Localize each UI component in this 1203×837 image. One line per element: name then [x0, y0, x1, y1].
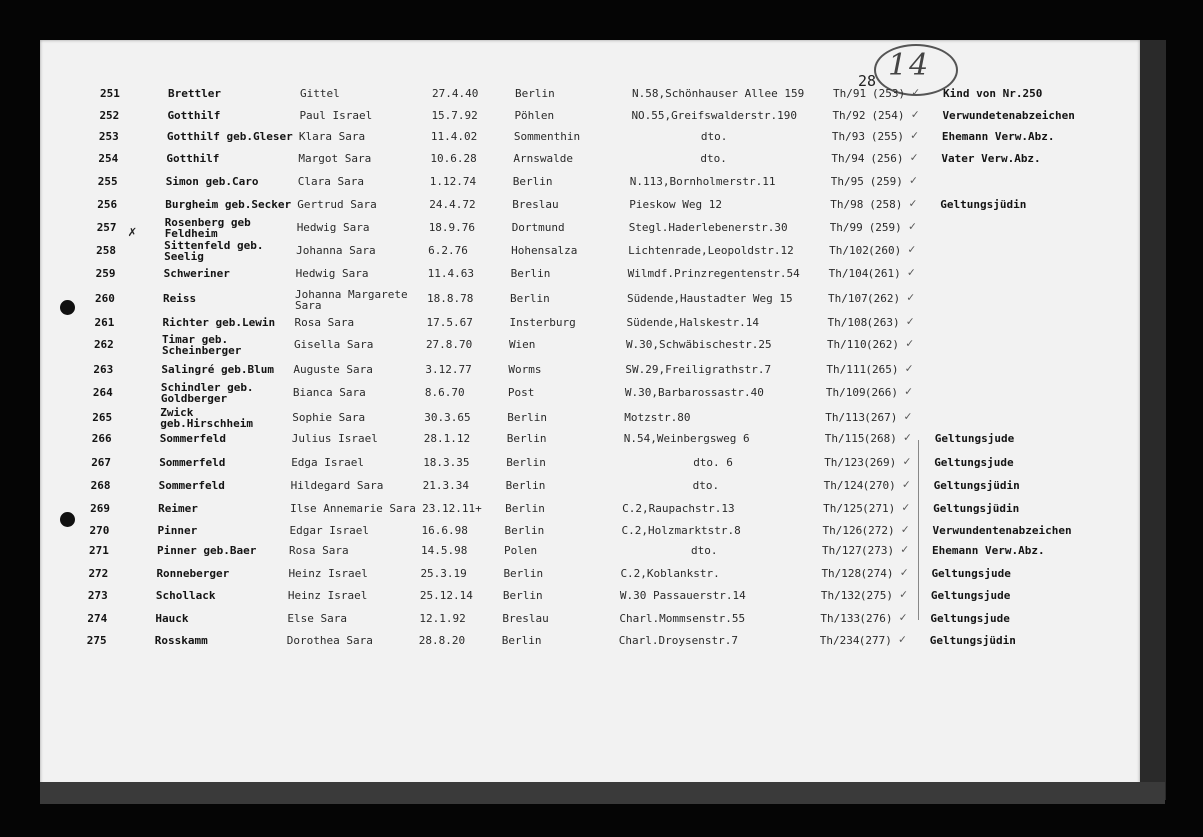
check-mark-icon: ✓: [910, 150, 918, 164]
cell-nr: 255: [97, 175, 118, 188]
cell-num: (266): [864, 386, 898, 399]
cell-surname: Sommerfeld: [158, 479, 225, 492]
cell-surname: Zwick geb.Hirschheim: [160, 406, 254, 430]
cell-given: Hedwig Sara: [296, 221, 370, 234]
cell-nr: 261: [94, 316, 115, 329]
cell-birth: 18.8.78: [427, 292, 474, 305]
cell-surname: Timar geb. Scheinberger: [161, 333, 242, 357]
cell-num: (258): [869, 198, 903, 211]
cell-place: Dortmund: [511, 221, 565, 234]
cell-note: Verwundetenabzeichen: [942, 109, 1075, 122]
cell-place: Arnswalde: [513, 152, 573, 165]
cell-place: Berlin: [502, 589, 543, 602]
cell-given: Gertrud Sara: [297, 198, 377, 211]
cell-birth: 6.2.76: [428, 244, 468, 257]
cell-given: Rosa Sara: [294, 316, 355, 329]
cell-birth: 10.6.28: [430, 152, 477, 165]
cell-surname: Salingré geb.Blum: [161, 363, 274, 376]
cell-nr: 257: [96, 221, 117, 234]
cell-place: Worms: [508, 363, 542, 376]
cell-given: Klara Sara: [298, 130, 366, 143]
cell-note: Vater Verw.Abz.: [941, 152, 1041, 165]
check-mark-icon: ✓: [905, 336, 914, 350]
cell-note: Geltungsjüdin: [940, 198, 1027, 211]
cell-birth: 24.4.72: [429, 198, 476, 211]
cell-nr: 263: [93, 363, 114, 376]
cell-nr: 252: [99, 109, 120, 122]
cell-given: Heinz Israel: [287, 589, 368, 602]
cell-given: Heinz Israel: [288, 567, 368, 580]
cell-place: Post: [507, 386, 535, 399]
cell-th: Th/99: [829, 221, 863, 234]
cell-birth: 17.5.67: [426, 316, 473, 329]
cell-given: Edga Israel: [291, 456, 365, 469]
cell-nr: 260: [95, 292, 115, 305]
cell-place: Pöhlen: [514, 109, 555, 122]
film-edge-right: [1140, 40, 1166, 800]
cell-place: Berlin: [515, 87, 555, 100]
cell-address: W.30 Passauerstr.14: [619, 589, 746, 602]
cell-th: Th/128: [821, 567, 862, 580]
cell-th: Th/108: [827, 316, 868, 329]
cell-nr: 269: [90, 502, 110, 515]
cell-nr: 267: [91, 456, 112, 469]
cell-given: Else Sara: [287, 612, 347, 625]
cell-num: (255): [870, 130, 905, 143]
folio-stamp-number: 14: [888, 48, 931, 83]
cell-num: (262): [867, 292, 901, 305]
cell-nr: 275: [86, 634, 107, 647]
cell-place: Hohensalza: [511, 244, 578, 257]
cell-given: Margot Sara: [298, 152, 372, 165]
cell-place: Berlin: [505, 502, 545, 515]
check-mark-icon: ✓: [907, 265, 915, 279]
cell-th: Th/107: [828, 292, 868, 305]
cell-th: Th/115: [824, 432, 865, 445]
cell-given: Hildegard Sara: [290, 479, 384, 492]
cell-surname: Gotthilf geb.Gleser: [166, 130, 293, 143]
cell-surname: Brettler: [168, 87, 221, 100]
cell-num: (260): [868, 244, 902, 257]
cell-given: Hedwig Sara: [295, 267, 369, 280]
cell-given: Rosa Sara: [289, 544, 349, 557]
cell-th: Th/104: [828, 267, 869, 280]
cell-nr: 251: [100, 87, 120, 100]
margin-cross-mark: ✗: [128, 224, 137, 240]
cell-note: Geltungsjude: [930, 589, 1011, 602]
cell-th: Th/93: [831, 130, 866, 143]
cell-surname: Rosskamm: [154, 634, 208, 647]
cell-address: SW.29,Freiligrathstr.7: [625, 363, 772, 376]
cell-nr: 262: [93, 338, 114, 351]
cell-num: (269): [863, 456, 897, 469]
cell-address: Charl.Droysenstr.7: [618, 634, 739, 647]
check-mark-icon: ✓: [902, 500, 910, 514]
cell-nr: 268: [90, 479, 111, 492]
cell-th: Th/102: [829, 244, 869, 257]
cell-surname: Sommerfeld: [159, 432, 226, 445]
cell-birth: 3.12.77: [425, 363, 472, 376]
cell-note: Geltungsjude: [934, 432, 1015, 445]
cell-birth: 1.12.74: [429, 175, 477, 188]
cell-given: Gisella Sara: [293, 338, 374, 351]
cell-birth: 28.8.20: [418, 634, 466, 647]
cell-num: (275): [859, 589, 894, 602]
cell-given: Edgar Israel: [289, 524, 370, 537]
cell-given: Auguste Sara: [293, 363, 373, 376]
cell-surname: Schollack: [155, 589, 216, 602]
cell-num: (254): [871, 109, 905, 122]
cell-surname: Rosenberg geb Feldheim: [164, 216, 251, 240]
cell-address: Lichtenrade,Leopoldstr.12: [628, 244, 794, 257]
cell-place: Berlin: [504, 524, 545, 537]
cell-given: Julius Israel: [291, 432, 378, 445]
cell-surname: Pinner geb.Baer: [157, 544, 257, 557]
cell-nr: 264: [92, 386, 113, 399]
cell-num: (267): [864, 411, 898, 424]
cell-birth: 30.3.65: [424, 411, 471, 424]
cell-address: Charl.Mommsenstr.55: [619, 612, 746, 625]
cell-nr: 258: [96, 244, 117, 257]
cell-nr: 274: [87, 612, 108, 625]
cell-place: Berlin: [501, 634, 542, 647]
cell-birth: 18.9.76: [428, 221, 476, 234]
cell-nr: 254: [98, 152, 119, 165]
cell-num: (253): [872, 87, 906, 100]
check-mark-icon: ✓: [899, 610, 907, 624]
cell-note: Ehemann Verw.Abz.: [941, 130, 1055, 143]
cell-nr: 259: [95, 267, 116, 280]
cell-given: Johanna Margarete Sara: [295, 288, 408, 312]
cell-place: Breslau: [512, 198, 559, 211]
cell-address: dto.: [691, 544, 718, 557]
cell-note: Kind von Nr.250: [943, 87, 1043, 100]
cell-birth: 16.6.98: [421, 524, 468, 537]
cell-place: Wien: [508, 338, 536, 351]
check-mark-icon: ✓: [901, 542, 909, 556]
cell-th: Th/133: [820, 612, 861, 625]
cell-surname: Pinner: [157, 524, 198, 537]
cell-note: Geltungsjude: [934, 456, 1014, 469]
cell-note: Geltungsjüdin: [933, 502, 1020, 515]
page-number: 28: [858, 72, 877, 90]
check-mark-icon: ✓: [904, 409, 912, 423]
margin-pencil-line: [918, 440, 919, 620]
cell-num: (272): [861, 524, 895, 537]
cell-address: Motzstr.80: [624, 411, 691, 424]
cell-address: N.113,Bornholmerstr.11: [629, 175, 776, 188]
cell-place: Sommenthin: [513, 130, 581, 143]
cell-num: (259): [869, 175, 903, 188]
cell-note: Ehemann Verw.Abz.: [932, 544, 1045, 557]
cell-given: Ilse Annemarie Sara: [290, 502, 416, 515]
cell-num: (263): [866, 316, 900, 329]
cell-th: Th/127: [822, 544, 862, 557]
cell-address: C.2,Koblankstr.: [620, 567, 720, 580]
cell-place: Berlin: [506, 432, 547, 445]
check-mark-icon: ✓: [903, 454, 911, 468]
cell-address: W.30,Schwäbischestr.25: [625, 338, 772, 351]
check-mark-icon: ✓: [912, 85, 920, 99]
cell-surname: Richter geb.Lewin: [162, 316, 276, 329]
cell-nr: 266: [91, 432, 112, 445]
cell-nr: 271: [89, 544, 109, 557]
cell-surname: Schindler geb. Goldberger: [160, 381, 254, 405]
cell-place: Berlin: [510, 267, 551, 280]
cell-place: Berlin: [506, 456, 546, 469]
cell-surname: Reimer: [158, 502, 198, 515]
check-mark-icon: ✓: [909, 196, 917, 210]
cell-address: Pieskow Weg 12: [629, 198, 722, 211]
film-edge-bottom: [40, 782, 1165, 804]
cell-th: Th/109: [825, 386, 866, 399]
cell-th: Th/111: [826, 363, 867, 376]
cell-surname: Hauck: [155, 612, 189, 625]
cell-num: (265): [865, 363, 899, 376]
cell-nr: 265: [92, 411, 113, 424]
cell-address: W.30,Barbarossastr.40: [624, 386, 764, 399]
cell-num: (277): [858, 634, 892, 647]
cell-note: Verwundentenabzeichen: [932, 524, 1072, 537]
cell-th: Th/95: [830, 175, 864, 188]
check-mark-icon: ✓: [909, 173, 918, 187]
cell-num: (276): [859, 612, 893, 625]
cell-surname: Burgheim geb.Secker: [165, 198, 292, 211]
cell-th: Th/125: [823, 502, 863, 515]
cell-num: (268): [863, 432, 897, 445]
cell-birth: 25.12.14: [419, 589, 473, 602]
cell-address: Stegl.Haderlebenerstr.30: [628, 221, 788, 234]
cell-address: NO.55,Greifswalderstr.190: [631, 109, 798, 122]
cell-num: (259): [868, 221, 902, 234]
cell-address: dto.: [700, 130, 728, 143]
cell-note: Geltungsjude: [930, 612, 1010, 625]
cell-note: Geltungsjude: [931, 567, 1011, 580]
cell-num: (274): [860, 567, 894, 580]
cell-th: Th/110: [826, 338, 867, 351]
cell-surname: Gotthilf: [166, 152, 220, 165]
cell-th: Th/132: [820, 589, 861, 602]
check-mark-icon: ✓: [901, 522, 909, 536]
cell-nr: 253: [98, 130, 119, 143]
cell-given: Paul Israel: [299, 109, 373, 122]
cell-surname: Ronneberger: [156, 567, 230, 580]
cell-surname: Sittenfeld geb. Seelig: [164, 239, 264, 263]
cell-birth: 23.12.11+: [422, 502, 482, 515]
cell-num: (256): [870, 152, 904, 165]
cell-num: (271): [862, 502, 896, 515]
cell-birth: 27.4.40: [432, 87, 479, 100]
cell-num: (273): [861, 544, 895, 557]
cell-given: Johanna Sara: [296, 244, 376, 257]
cell-place: Berlin: [505, 479, 546, 492]
cell-place: Berlin: [510, 292, 550, 305]
cell-nr: 272: [88, 567, 109, 580]
cell-th: Th/126: [822, 524, 863, 537]
cell-place: Insterburg: [509, 316, 576, 329]
check-mark-icon: ✓: [908, 242, 916, 256]
cell-surname: Reiss: [163, 292, 197, 305]
cell-th: Th/234: [819, 634, 860, 647]
cell-birth: 25.3.19: [420, 567, 467, 580]
cell-place: Berlin: [512, 175, 553, 188]
cell-birth: 14.5.98: [421, 544, 468, 557]
check-mark-icon: ✓: [899, 587, 908, 601]
cell-nr: 273: [87, 589, 108, 602]
check-mark-icon: ✓: [900, 565, 908, 579]
cell-address: C.2,Raupachstr.13: [622, 502, 735, 515]
cell-th: Th/113: [825, 411, 866, 424]
cell-given: Sophie Sara: [292, 411, 366, 424]
cell-surname: Gotthilf: [167, 109, 221, 122]
check-mark-icon: ✓: [902, 477, 910, 491]
cell-surname: Schweriner: [163, 267, 230, 280]
cell-birth: 11.4.02: [430, 130, 478, 143]
check-mark-icon: ✓: [906, 314, 914, 328]
cell-address: Wilmdf.Prinzregentenstr.54: [627, 267, 800, 280]
cell-num: (270): [862, 479, 896, 492]
cell-birth: 15.7.92: [431, 109, 478, 122]
cell-given: Clara Sara: [297, 175, 365, 188]
check-mark-icon: ✓: [907, 290, 915, 304]
cell-given: Dorothea Sara: [286, 634, 373, 647]
cell-th: Th/92: [832, 109, 866, 122]
cell-address: Südende,Haustadter Weg 15: [627, 292, 793, 305]
cell-surname: Simon geb.Caro: [165, 175, 259, 188]
cell-note: Geltungsjüdin: [929, 634, 1016, 647]
punch-hole-bottom: [60, 512, 75, 527]
cell-address: dto.: [692, 479, 720, 492]
cell-birth: 18.3.35: [423, 456, 470, 469]
cell-birth: 28.1.12: [423, 432, 471, 445]
punch-hole-top: [60, 300, 75, 315]
cell-num: (261): [867, 267, 901, 280]
cell-birth: 11.4.63: [427, 267, 474, 280]
check-mark-icon: ✓: [904, 384, 913, 398]
cell-th: Th/91: [833, 87, 867, 100]
cell-th: Th/98: [830, 198, 864, 211]
cell-birth: 8.6.70: [424, 386, 465, 399]
check-mark-icon: ✓: [911, 107, 919, 121]
cell-address: Südende,Halskestr.14: [626, 316, 759, 329]
check-mark-icon: ✓: [908, 219, 916, 233]
cell-birth: 21.3.34: [422, 479, 469, 492]
check-mark-icon: ✓: [898, 632, 907, 646]
cell-nr: 256: [97, 198, 118, 211]
cell-place: Polen: [504, 544, 538, 557]
cell-address: C.2,Holzmarktstr.8: [621, 524, 741, 537]
cell-num: (262): [865, 338, 900, 351]
cell-note: Geltungsjüdin: [933, 479, 1020, 492]
cell-address: N.54,Weinbergsweg 6: [623, 432, 750, 445]
cell-place: Breslau: [502, 612, 549, 625]
cell-given: Gittel: [300, 87, 340, 100]
cell-th: Th/123: [824, 456, 864, 469]
cell-birth: 27.8.70: [425, 338, 473, 351]
cell-given: Bianca Sara: [292, 386, 366, 399]
cell-surname: Sommerfeld: [159, 456, 226, 469]
cell-address: dto. 6: [693, 456, 733, 469]
cell-nr: 270: [89, 524, 110, 537]
cell-address: N.58,Schönhauser Allee 159: [632, 87, 805, 100]
check-mark-icon: ✓: [910, 128, 919, 142]
cell-th: Th/94: [831, 152, 865, 165]
cell-th: Th/124: [823, 479, 864, 492]
check-mark-icon: ✓: [903, 430, 911, 444]
cell-birth: 12.1.92: [419, 612, 466, 625]
cell-address: dto.: [700, 152, 727, 165]
cell-place: Berlin: [507, 411, 548, 424]
check-mark-icon: ✓: [905, 361, 913, 375]
cell-place: Berlin: [503, 567, 544, 580]
